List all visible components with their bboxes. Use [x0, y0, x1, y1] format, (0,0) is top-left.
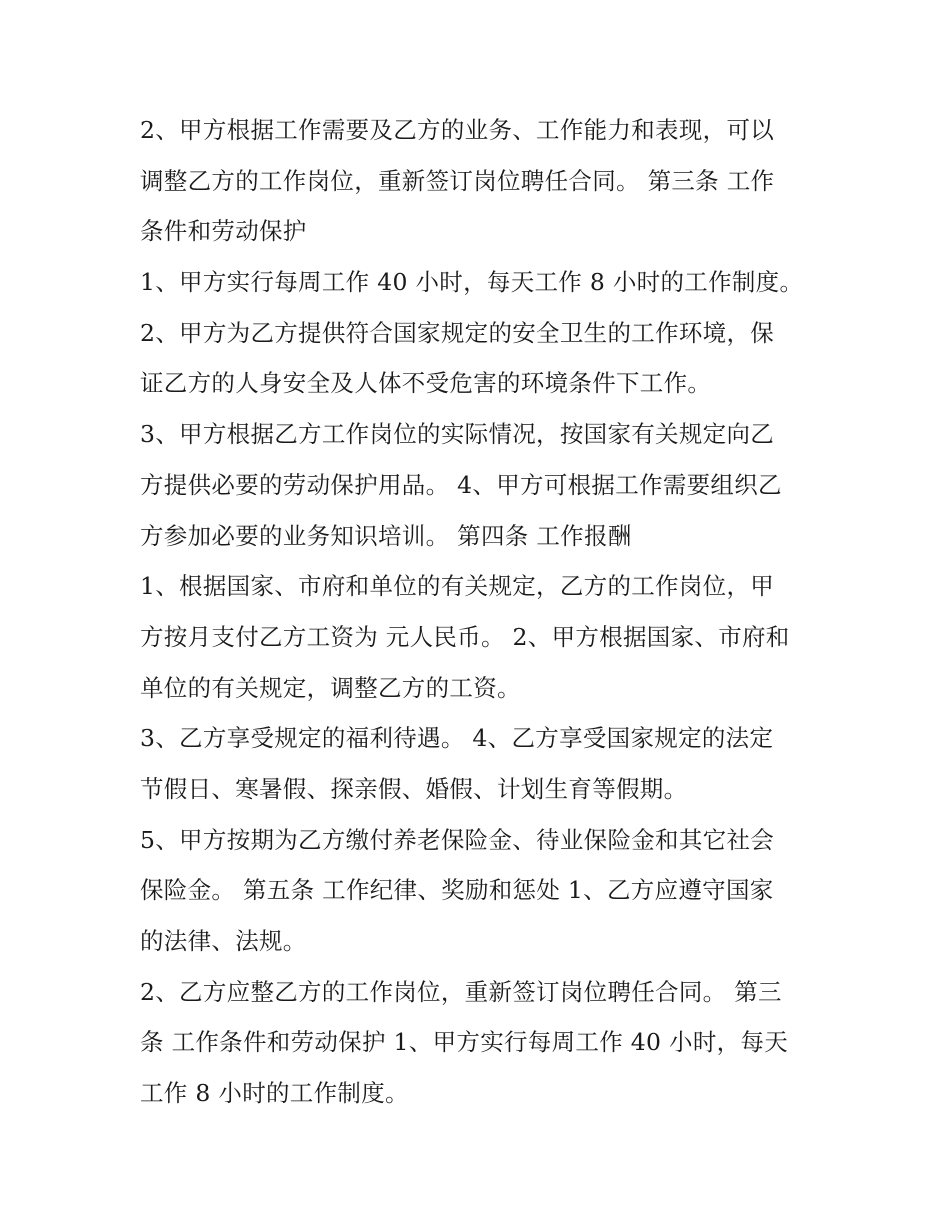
- text-line: 2、乙方应整乙方的工作岗位，重新签订岗位聘任合同。 第三: [140, 977, 782, 1006]
- text-line: 3、乙方享受规定的福利待遇。 4、乙方享受国家规定的法定: [140, 724, 774, 753]
- text-line: 证乙方的人身安全及人体不受危害的环境条件下工作。: [140, 369, 712, 398]
- contract-body-text: [140, 105, 820, 1119]
- text-line: 2、甲方根据工作需要及乙方的业务、工作能力和表现，可以: [140, 116, 775, 144]
- text-line: 方按月支付乙方工资为 元人民币。 2、甲方根据国家、市府和: [140, 622, 790, 651]
- text-line: 条 工作条件和劳动保护 1、甲方实行每周工作 40 小时，每天: [140, 1028, 789, 1057]
- text-line: 调整乙方的工作岗位，重新签订岗位聘任合同。 第三条 工作: [140, 166, 775, 195]
- text-line: 的法律、法规。: [140, 927, 307, 955]
- text-line: 方参加必要的业务知识培训。 第四条 工作报酬: [140, 521, 632, 550]
- text-line: 方提供必要的劳动保护用品。 4、甲方可根据工作需要组织乙: [140, 470, 782, 499]
- text-line: 工作 8 小时的工作制度。: [140, 1079, 409, 1108]
- text-line: 条件和劳动保护: [140, 217, 307, 246]
- text-line: 单位的有关规定，调整乙方的工资。: [140, 673, 521, 702]
- text-line: 1、甲方实行每周工作 40 小时，每天工作 8 小时的工作制度。: [140, 268, 804, 297]
- text-line: 节假日、寒暑假、探亲假、婚假、计划生育等假期。: [140, 774, 688, 803]
- text-line: 5、甲方按期为乙方缴付养老保险金、待业保险金和其它社会: [140, 825, 775, 854]
- text-line: 1、根据国家、市府和单位的有关规定，乙方的工作岗位，甲: [140, 572, 775, 601]
- text-line: 3、甲方根据乙方工作岗位的实际情况，按国家有关规定向乙: [140, 420, 775, 449]
- text-line: 2、甲方为乙方提供符合国家规定的安全卫生的工作环境，保: [140, 318, 775, 347]
- text-line: 保险金。 第五条 工作纪律、奖励和惩处 1、乙方应遵守国家: [140, 876, 774, 905]
